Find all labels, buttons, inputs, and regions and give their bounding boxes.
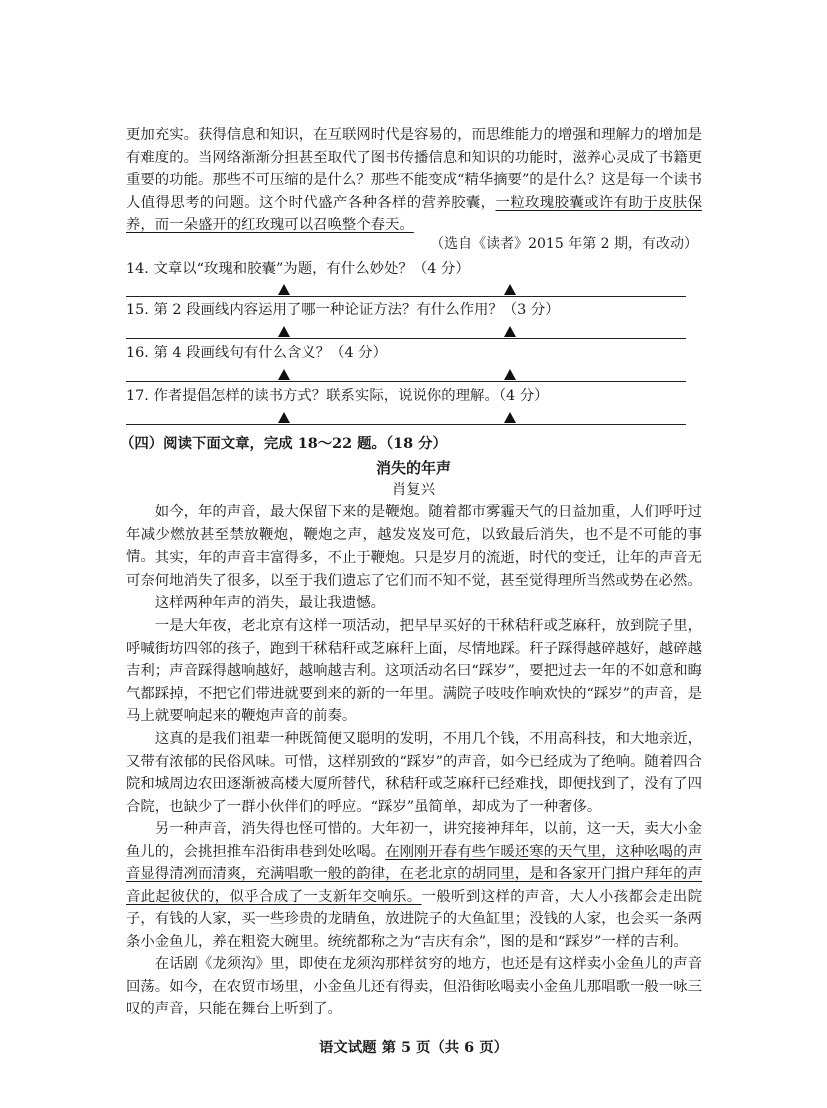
article-paragraph-2: 其实，年的声音丰富得多，不止于鞭炮。只是岁月的流逝，时代的变迁，让年的声音无可奈何地消失了很多，以至于我们遗忘了它们而不知不觉，甚至觉得理所当然或势在必然。 [126, 550, 702, 589]
passage-tail-text: 更加充实。获得信息和知识，在互联网时代是容易的，而思维能力的增强和理解力的增加是有难度的。当网络渐渐分担甚至取代了图书传播信息和知识的功能时，滋养心灵成了书籍更重要的功能。那些不可压缩的是什么？那些不能变成“精华摘要”的是什么？这是每一个读书人值得思考的问题。这个时代盛产各种各样的营养胶囊， [126, 127, 702, 211]
source-citation: （选自《读者》2015 年第 2 期，有改动） [430, 236, 698, 252]
answer-marker-icon [504, 369, 516, 380]
answer-marker-icon [504, 412, 516, 423]
paragraph-6-tail: 一般听到这样的声音，大人小孩都会走出院子，有钱的人家，买一些珍贵的龙睛鱼，放进院子的大鱼缸里；没钱的人家，也会买一条两条小金鱼儿，养在粗瓷大碗里。统统都称之为“吉庆有余”，图的是和“踩岁”一样的吉利。 [126, 888, 702, 950]
answer-line [126, 338, 686, 339]
article-paragraph-4: 一是大年夜，老北京有这样一项活动，把早早买好的干秫秸秆或芝麻秆，放到院子里，呼喊街坊四邻的孩子，跑到干秫秸秆或芝麻秆上面，尽情地踩。秆子踩得越碎越好，越碎越吉利；声音踩得越响越好，越响越吉利。这项活动名曰“踩岁”，要把过去一年的不如意和晦气都踩掉，不把它们带进就要到来的新的一年里。满院子吱吱作响欢快的“踩岁”的声音，是马上就要响起来的鞭炮声音的前奏。 [126, 618, 702, 725]
answer-line [126, 296, 686, 297]
article-title: 消失的年声 [375, 459, 451, 477]
answer-marker-icon [278, 412, 290, 423]
question-16: 16. 第 4 段画线句有什么含义？（4 分） [126, 345, 387, 361]
passage-tail [126, 124, 702, 237]
article-paragraph-3: 这样两种年声的消失，最让我遗憾。 [154, 595, 386, 611]
article-paragraph-1: 如今，年的声音，最大保留下来的是鞭炮。随着都市雾霾天气的日益加重，人们呼吁过年减少燃放甚至禁放鞭炮，鞭炮之声，越发岌岌可危，以致最后消失，也不是不可能的事情。 [126, 504, 702, 566]
answer-marker-icon [278, 326, 290, 337]
answer-marker-icon [278, 284, 290, 295]
article-paragraph-5: 这真的是我们祖辈一种既简便又聪明的发明，不用几个钱，不用高科技，和大地亲近，又带有浓郁的民俗风味。可惜，这样别致的“踩岁”的声音，如今已经成为了绝响。随着四合院和城周边农田逐渐被高楼大厦所替代，秫秸秆或芝麻秆已经难找，即便找到了，没有了四合院，也缺少了一群小伙伴们的呼应。“踩岁”虽简单，却成为了一种奢侈。 [126, 731, 702, 815]
passage-tail-underlined: 一粒玫瑰胶囊或许有助于皮肤保养，而一朵盛开的红玫瑰可以召唤整个春天。 [126, 194, 702, 234]
answer-marker-icon [278, 369, 290, 380]
paragraph-6-lead: 另一种声音，消失得也怪可惜的。大年初一，讲究接神拜年，以前，这一天，卖大小金鱼儿的，会挑担推车沿街串巷到处吆喝。 [126, 821, 702, 860]
answer-marker-icon [504, 326, 516, 337]
answer-line [126, 381, 686, 382]
article-paragraph-6 [126, 818, 702, 954]
question-17: 17. 作者提倡怎样的读书方式？联系实际，说说你的理解。（4 分） [126, 388, 549, 404]
section-heading: （四）阅读下面文章，完成 18～22 题。（18 分） [120, 435, 447, 452]
article-author: 肖复兴 [391, 482, 436, 498]
page-footer: 语文试题 第 5 页（共 6 页） [319, 1039, 508, 1056]
answer-marker-icon [504, 284, 516, 295]
paragraph-6-underlined: 在刚刚开春有些乍暖还寒的天气里，这种吆喝的声音显得清冽而清爽，充满唱歌一般的韵律，在老北京的胡同里，是和各家开门揖户拜年的声音此起彼伏的，似乎合成了一支新年交响乐。 [126, 843, 702, 905]
article-paragraph-7: 在话剧《龙须沟》里，即使在龙须沟那样贫穷的地方，也还是有这样卖小金鱼儿的声音回荡。如今，在农贸市场里，小金鱼儿还有得卖，但沿街吆喝卖小金鱼儿那唱歌一般一咏三叹的声音，只能在舞台上听到了。 [126, 956, 702, 1018]
question-15: 15. 第 2 段画线内容运用了哪一种论证方法？有什么作用？（3 分） [126, 302, 560, 318]
question-14: 14. 文章以“玫瑰和胶囊”为题，有什么妙处？（4 分） [126, 261, 470, 277]
answer-line [126, 424, 686, 425]
